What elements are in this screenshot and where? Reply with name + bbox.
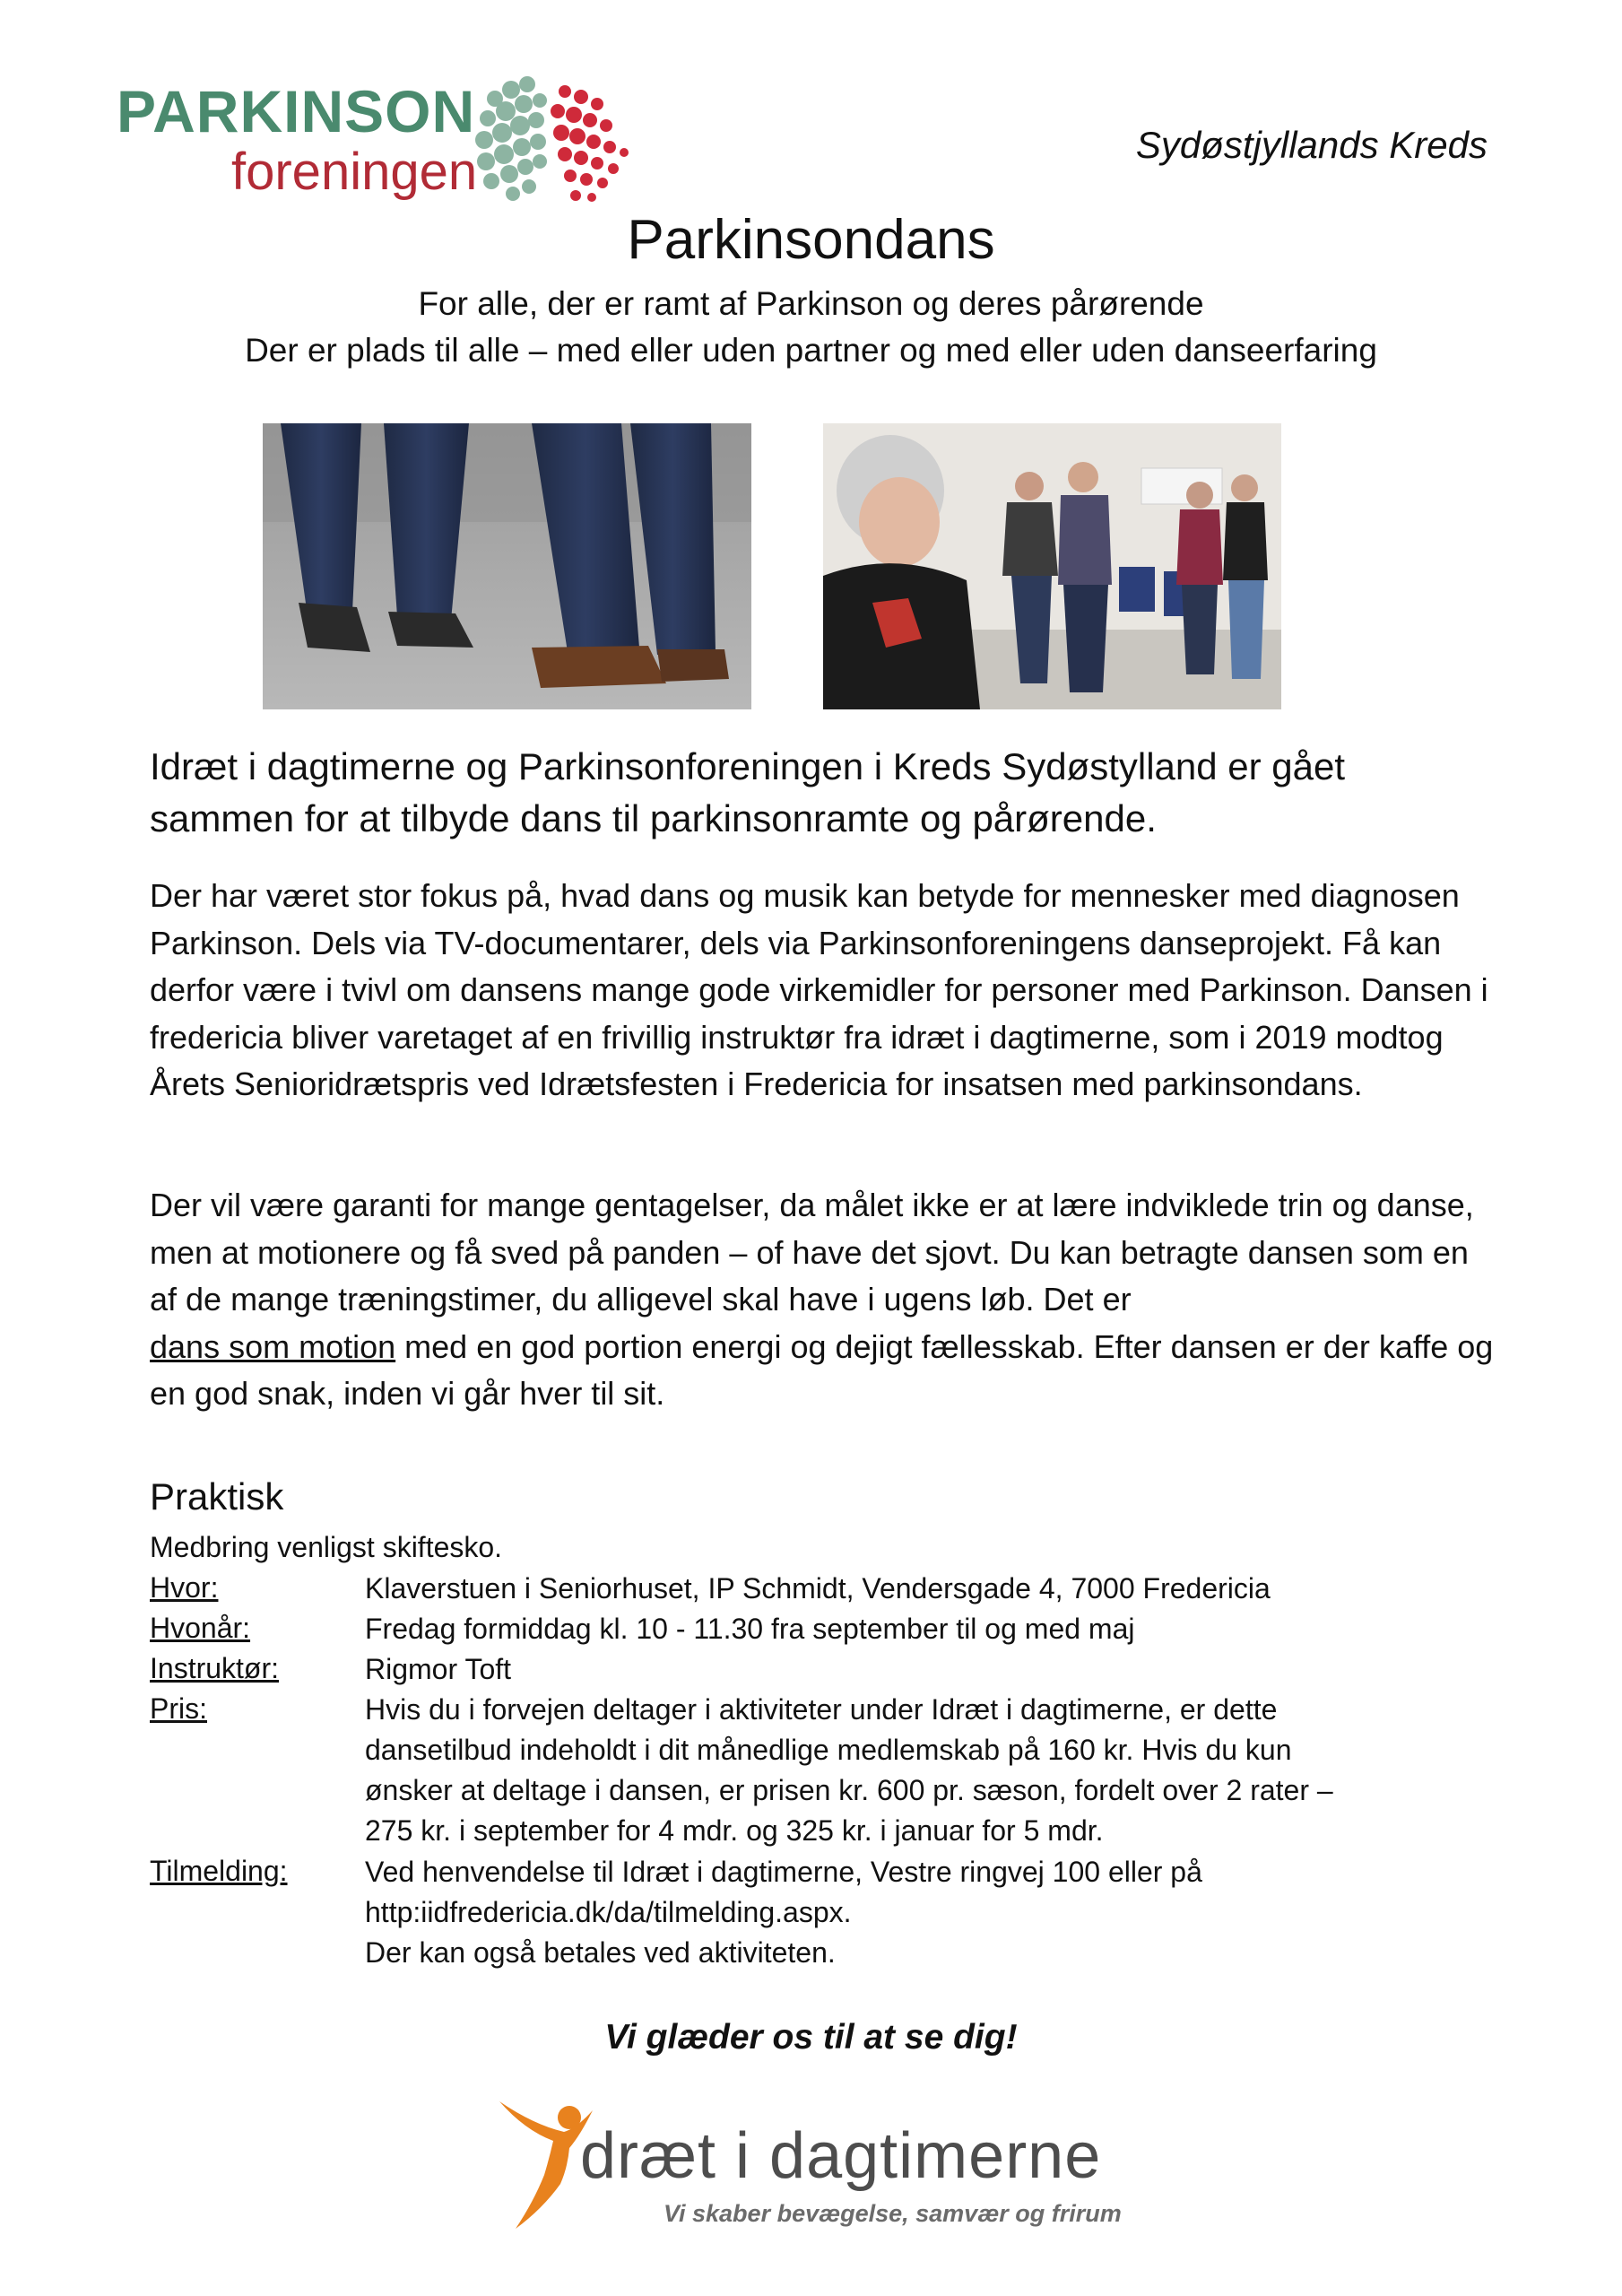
hvonaar-value: Fredag formiddag kl. 10 - 11.30 fra september til og med maj [365, 1613, 1135, 1645]
idraet-logo-text: dræt i dagtimerne [580, 2120, 1102, 2192]
tilmelding-value [365, 1852, 1423, 1973]
tilmelding-label: Tilmelding: [150, 1855, 288, 1887]
dance-group-photo [823, 423, 1281, 709]
dans-som-motion-underlined: dans som motion [150, 1327, 396, 1365]
page-title: Parkinsondans [627, 209, 995, 271]
dots-logo-icon [472, 72, 633, 206]
tilmelding-line-1: Ved henvendelse til Idræt i dagtimerne, Vestre ringvej 100 eller på [365, 1856, 1202, 1888]
body-paragraph-1: Der har været stor fokus på, hvad dans og musik kan betyde for mennesker med diagnosen Parkinson. Dels via TV-documentarer, dels via Parkinsonforeningens danseprojekt. Få kan derfor være i tvivl om dansens mange gode virkemidler for personer med Parkinson. Dansen i fredericia bliver varetaget af en frivillig instruktør fra idræt i dagtimerne, som i 2019 modtog Årets Senioridrætspris ved Idrætsfesten i Fredericia for insatsen med parkinsondans. [150, 877, 1488, 1103]
intro-text: Idræt i dagtimerne og Parkinsonforeningen i Kreds Sydøstylland er gået sammen for at tilbyde dans til parkinsonramte og pårørende. [150, 745, 1346, 839]
praktisk-note: Medbring venligst skiftesko. [150, 1531, 503, 1563]
subtitle-line-1: For alle, der er ramt af Parkinson og deres pårørende [418, 285, 1204, 322]
pris-value [365, 1690, 1423, 1851]
subtitle-line-2: Der er plads til alle – med eller uden partner og med eller uden danseerfaring [245, 332, 1377, 369]
pris-label: Pris: [150, 1692, 207, 1725]
kreds-label: Sydøstjyllands Kreds [1135, 124, 1488, 166]
pris-line-4: 275 kr. i september for 4 mdr. og 325 kr. i januar for 5 mdr. [365, 1814, 1104, 1847]
closing-text: Vi glæder os til at se dig! [604, 2018, 1018, 2057]
pris-line-2: dansetilbud indeholdt i dit månedlige medlemskab på 160 kr. Hvis du kun [365, 1734, 1292, 1766]
paragraph-2-part-2: med en god portion energi og dejigt fællesskab. Efter dansen er der kaffe og en god snak, inden vi går hver til sit. [150, 1327, 1494, 1413]
parkinson-logo [117, 72, 628, 206]
hvonaar-label: Hvonår: [150, 1612, 251, 1644]
tilmelding-link[interactable]: http:iidfredericia.dk/da/tilmelding.aspx. [365, 1896, 852, 1928]
pris-line-3: ønsker at deltage i dansen, er prisen kr. 600 pr. sæson, fordelt over 2 rater – [365, 1774, 1333, 1806]
logo-text-parkinson: PARKINSON [117, 78, 476, 144]
paragraph-2-part-1: Der vil være garanti for mange gentagelser, da målet ikke er at lære indviklede trin og danse, men at motionere og få sved på panden – of have det sjovt. Du kan betragte dansen som en af de mange træningstimer, du alligevel skal have i ugens løb. Det er [150, 1187, 1474, 1318]
instruktoer-label: Instruktør: [150, 1652, 280, 1684]
body-paragraph-2 [150, 1182, 1495, 1418]
tilmelding-line-3: Der kan også betales ved aktiviteten. [365, 1936, 836, 1969]
dance-feet-photo [263, 423, 751, 709]
idraet-i-dagtimerne-logo [498, 2094, 1143, 2238]
idraet-tagline: Vi skaber bevægelse, samvær og frirum [664, 2200, 1122, 2227]
pris-line-1: Hvis du i forvejen deltager i aktiviteter under Idræt i dagtimerne, er dette [365, 1693, 1278, 1726]
logo-text-foreningen: foreningen [231, 143, 478, 201]
hvor-label: Hvor: [150, 1571, 219, 1604]
instruktoer-value: Rigmor Toft [365, 1653, 512, 1685]
hvor-value: Klaverstuen i Seniorhuset, IP Schmidt, Vendersgade 4, 7000 Fredericia [365, 1572, 1271, 1605]
praktisk-heading: Praktisk [150, 1475, 284, 1518]
